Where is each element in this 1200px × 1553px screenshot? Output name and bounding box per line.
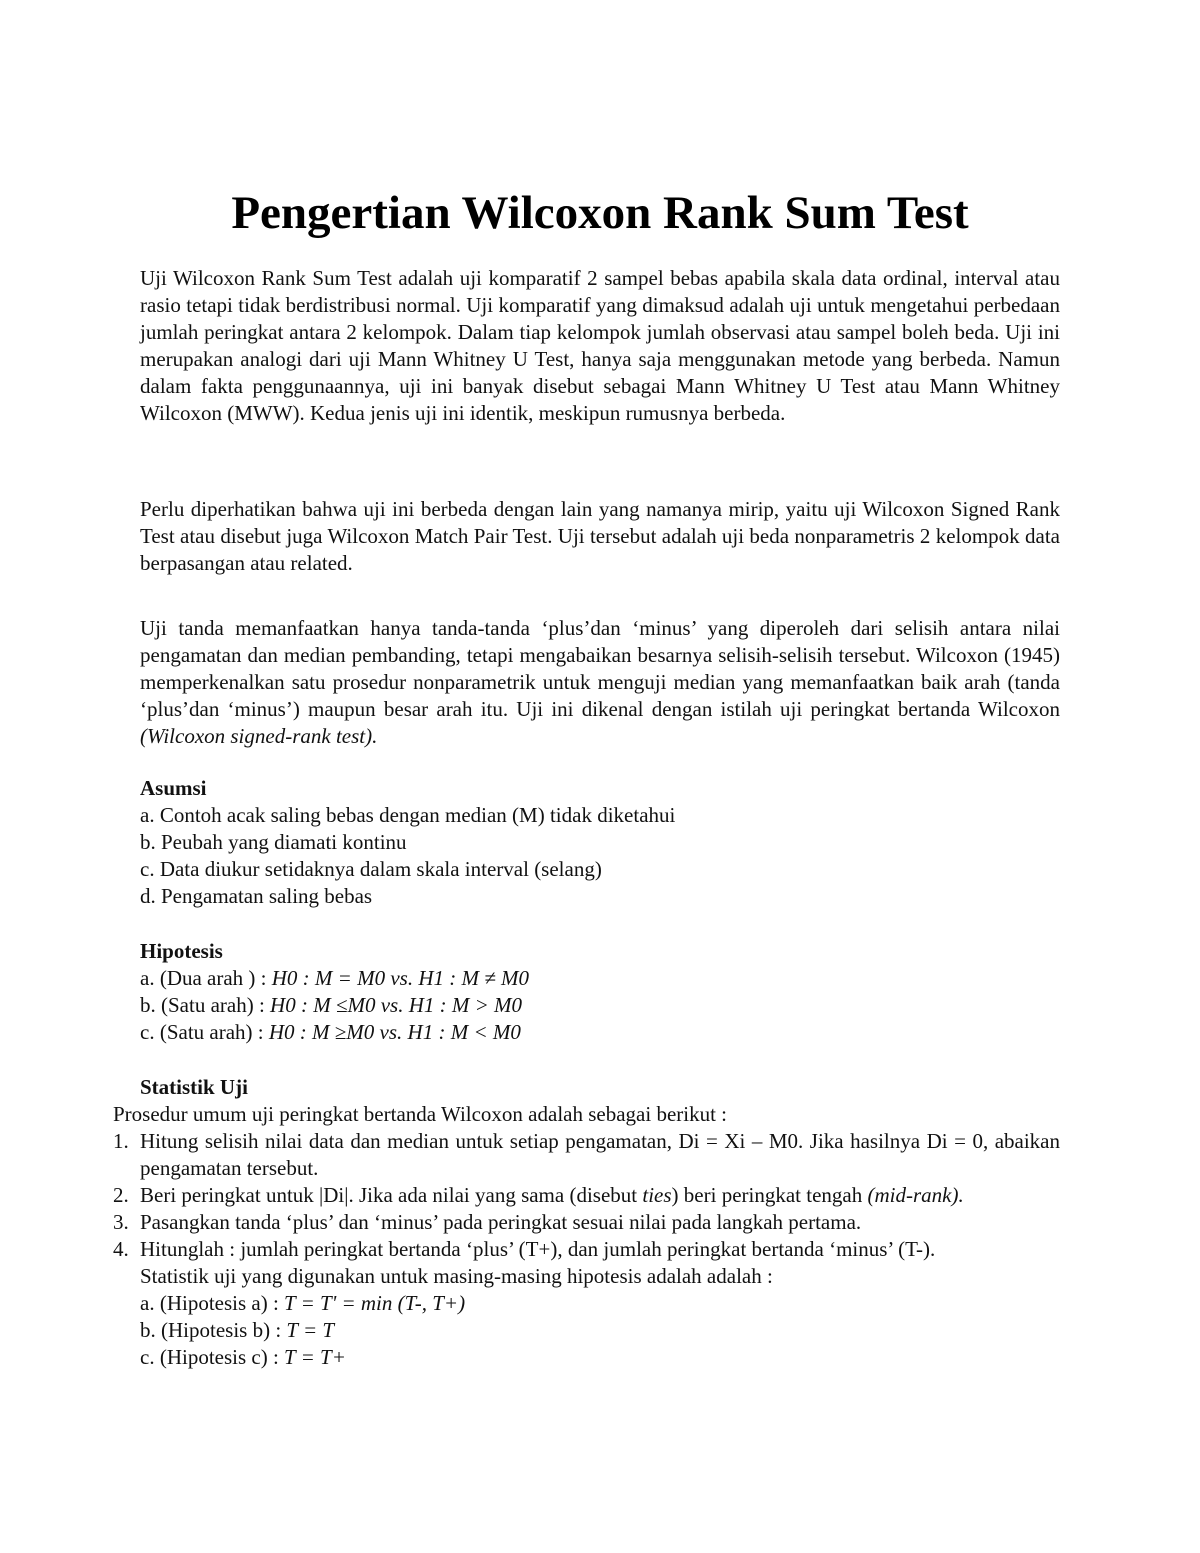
step-number: 2. [113, 1183, 129, 1207]
statistik-uji-heading: Statistik Uji [140, 1075, 248, 1099]
statistic-formula: T = T [286, 1318, 335, 1342]
asumsi-item-c: c. Data diukur setidaknya dalam skala interval (selang) [140, 857, 602, 881]
statistik-uji-intro: Prosedur umum uji peringkat bertanda Wilcoxon adalah sebagai berikut : [113, 1102, 728, 1126]
statistic-item-b [140, 1317, 1060, 1344]
statistic-list [140, 1290, 1060, 1371]
asumsi-item-a: a. Contoh acak saling bebas dengan median (M) tidak diketahui [140, 803, 676, 827]
hipotesis-formula: H0 : M ≥M0 vs. H1 : M < M0 [268, 1020, 521, 1044]
hipotesis-section [140, 938, 1060, 1046]
statistic-label: a. (Hipotesis a) : [140, 1291, 285, 1315]
hipotesis-list [140, 965, 1060, 1046]
hipotesis-item-a [140, 965, 1060, 992]
hipotesis-item-b [140, 992, 1060, 1019]
step-text-mid: ) beri peringkat tengah [671, 1183, 868, 1207]
hipotesis-label: c. (Satu arah) : [140, 1020, 269, 1044]
step-text: Pasangkan tanda ‘plus’ dan ‘minus’ pada peringkat sesuai nilai pada langkah pertama. [140, 1210, 862, 1234]
asumsi-item-b: b. Peubah yang diamati kontinu [140, 830, 407, 854]
procedure-step-2 [113, 1182, 1060, 1209]
procedure-step-4 [113, 1236, 1060, 1371]
sign-test-emphasis: (Wilcoxon signed-rank test). [140, 724, 378, 748]
hipotesis-label: a. (Dua arah ) : [140, 966, 272, 990]
page-title: Pengertian Wilcoxon Rank Sum Test [231, 187, 969, 239]
asumsi-section [140, 775, 1060, 910]
midrank-term: (mid-rank). [867, 1183, 964, 1207]
asumsi-list [140, 802, 1060, 910]
statistic-label: b. (Hipotesis b) : [140, 1318, 287, 1342]
step-number: 3. [113, 1210, 129, 1234]
procedure-step-1 [113, 1128, 1060, 1182]
statistic-formula: T = T+ [284, 1345, 346, 1369]
ties-term: ties [642, 1183, 672, 1207]
step-number: 1. [113, 1129, 129, 1153]
procedure-steps [113, 1128, 1060, 1371]
asumsi-item-d: d. Pengamatan saling bebas [140, 884, 373, 908]
hipotesis-item-c [140, 1019, 1060, 1046]
step-text: Beri peringkat untuk |Di|. Jika ada nilai yang sama (disebut [140, 1183, 643, 1207]
sign-test-text: Uji tanda memanfaatkan hanya tanda-tanda ‘plus’dan ‘minus’ yang diperoleh dari selisih antara nilai pengamatan dan median pembanding, tetapi mengabaikan besarnya selisih-selisih tersebut. Wilcoxon (1945) memperkenalkan satu prosedur nonparametrik untuk menguji median yang memanfaatkan baik arah (tanda ‘plus’dan ‘minus’) maupun besar arah itu. Uji ini dikenal dengan istilah uji peringkat bertanda Wilcoxon [140, 616, 1060, 721]
hipotesis-heading: Hipotesis [140, 939, 223, 963]
hipotesis-formula: H0 : M = M0 vs. H1 : M ≠ M0 [271, 966, 529, 990]
statistic-formula: T = T' = min (T-, T+) [284, 1291, 466, 1315]
sign-test-paragraph [140, 615, 1060, 750]
step-text: Hitung selisih nilai data dan median untuk setiap pengamatan, Di = Xi – M0. Jika hasilnya Di = 0, abaikan pengamatan tersebut. [140, 1129, 1060, 1180]
comparison-paragraph: Perlu diperhatikan bahwa uji ini berbeda dengan lain yang namanya mirip, yaitu uji Wilcoxon Signed Rank Test atau disebut juga Wilcoxon Match Pair Test. Uji tersebut adalah uji beda nonparametris 2 kelompok data berpasangan atau related. [140, 497, 1060, 575]
step-text: Hitunglah : jumlah peringkat bertanda ‘plus’ (T+), dan jumlah peringkat bertanda ‘minus’ (T-). [140, 1237, 936, 1261]
statistic-label: c. (Hipotesis c) : [140, 1345, 285, 1369]
statistic-intro: Statistik uji yang digunakan untuk masing-masing hipotesis adalah adalah : [140, 1264, 773, 1288]
statistic-item-a [140, 1290, 1060, 1317]
statistic-item-c [140, 1344, 1060, 1371]
intro-paragraph: Uji Wilcoxon Rank Sum Test adalah uji komparatif 2 sampel bebas apabila skala data ordinal, interval atau rasio tetapi tidak berdistribusi normal. Uji komparatif yang dimaksud adalah uji untuk mengetahui perbedaan jumlah peringkat antara 2 kelompok. Dalam tiap kelompok jumlah observasi atau sampel boleh beda. Uji ini merupakan analogi dari uji Mann Whitney U Test, hanya saja menggunakan metode yang berbeda. Namun dalam fakta penggunaannya, uji ini banyak disebut sebagai Mann Whitney U Test atau Mann Whitney Wilcoxon (MWW). Kedua jenis uji ini identik, meskipun rumusnya berbeda. [140, 266, 1060, 425]
hipotesis-formula: H0 : M ≤M0 vs. H1 : M > M0 [270, 993, 523, 1017]
step-number: 4. [113, 1237, 129, 1261]
hipotesis-label: b. (Satu arah) : [140, 993, 271, 1017]
statistik-uji-section [113, 1074, 1060, 1371]
procedure-step-3 [113, 1209, 1060, 1236]
asumsi-heading: Asumsi [140, 776, 207, 800]
